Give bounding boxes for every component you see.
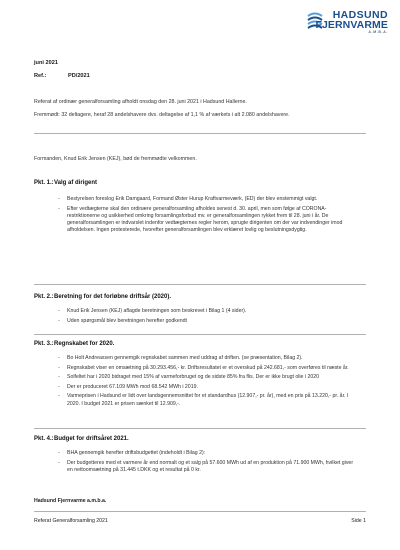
footer-divider [34,511,366,512]
section-title: Budget for driftsåret 2021. [54,436,129,442]
reference-value: PD/2021 [68,73,90,79]
section-items [58,450,358,476]
bullet-dash: - [58,364,60,371]
section-heading [34,341,114,347]
bullet-dash: - [58,374,60,381]
bullet-dash: - [58,355,60,361]
section-heading [34,294,171,300]
section-heading [34,180,97,186]
document-date: juni 2021 [34,60,58,66]
page-number: Side 1 [351,518,366,524]
bullet-dash: - [58,450,60,456]
company-logo [306,10,388,40]
bullet-dash: - [58,459,60,466]
section-number: Pkt. 4.: [34,436,54,442]
list-item: - BHA gennemgik herefter driftsbudgettet (indeholdt i Bilag 2): [58,450,206,456]
section-title: Valg af dirigent [54,180,98,186]
bullet-dash: - [58,317,60,324]
section-items [58,196,358,237]
footer-company: Hadsund Fjernvarme a.m.b.a. [34,498,107,504]
list-item: - Der budgetteres med et varmere år end normalt og et salg på 57.600 MWh ud af en produktion på 71.900 MWh, hvilket giver en nettoomsætning på 31.445 t.DKK og et resultat på 0 kr. [58,459,354,473]
welcome-text: Formanden, Knud Erik Jensen (KEJ), bød de fremmødte velkommen. [34,156,197,162]
section-title: Beretning for det forløbne driftsår (2020). [54,294,172,300]
list-item: - Varmeprisen i Hadsund er lidt over landsgennemsnittet for et standardhus (12.907,- pr. år), med en pris på 13.220,- pr. år. I 2020. I budget 2021 er prisen sænket til 12.909,-. [58,393,349,407]
intro-line-2: Fremmødt: 32 deltagere, heraf 28 andelshavere dvs. deltagelse af 1,1 % af værkets i alt 2.080 andelshavere. [34,112,290,118]
divider-top [34,133,366,134]
section-items [58,308,358,327]
list-item: - Der er produceret 67.109 MWh mod 68.542 MWh i 2019. [58,383,198,390]
divider [34,334,366,335]
bullet-dash: - [58,205,60,212]
divider [34,284,366,285]
bullet-dash: - [58,196,60,202]
list-item: - Uden spørgsmål blev beretningen herefter godkendt [58,317,187,324]
footer-title: Referat Generalforsamling 2021 [34,518,108,524]
bullet-dash: - [58,308,60,314]
intro-line-1: Referat af ordinær generalforsamling afholdt onsdag den 28. juni 2021 i Hadsund Hallerne. [34,99,247,105]
list-item: - Bestyrelsen foreslog Erik Damgaard, Formand Øster Hurup Kraftvarmeværk, (ED) der blev enstemmigt valgt. [58,196,318,202]
section-title: Regnskabet for 2020. [54,341,115,347]
list-item: - Bo Holt Andreassen gennemgik regnskabet sammen med uddrag af driften. (se præsentation, Bilag 2). [58,355,303,361]
section-number: Pkt. 2.: [34,294,54,300]
bullet-dash: - [58,383,60,390]
section-heading [34,436,129,442]
list-item: - Efter vedtægterne skal den ordinære generalforsamling afholdes senest d. 30. april, men som følge af CORONA-restriktionerne og usikkerhed omkring forsamlingsforbud mv. er generalforsamlingen rykket frem til 28. juni i år. De generalforsamlingen er indvarslet indenfor vedtægternes regler herom, sprugte dirigenten om der var indvendinger imod afholdelsen. Ingen protesterede, hvorefter generalforsamlingen blev erklæret lovlig og beslutningsdygtig. [58,205,343,234]
list-item: - Knud Erik Jensen (KEJ) aflagde beretningen som beskrevet i Bilag 1 (4 sider). [58,308,247,314]
reference [34,73,90,79]
list-item: - Regnskabet viser en omsætning på 30.293.456,- kr. Driftsresultatet er et overskud på 242.681,- som overføres til næste år. [58,364,349,371]
reference-label: Ref.: [34,73,47,79]
bullet-dash: - [58,393,60,400]
logo-line-1: HADSUND [332,9,388,21]
divider [34,428,366,429]
logo-line-2: FJERNVARME [315,19,388,31]
section-number: Pkt. 3.: [34,341,54,347]
section-number: Pkt. 1.: [34,180,54,186]
logo-line-3: A.M.B.A. [368,30,388,34]
list-item: - Solfeltet har i 2020 bidraget med 15% af varmeforbruget og de sidste 85% fra flis. Der er ikke brugt olie i 2020 [58,374,320,381]
section-items [58,355,358,410]
